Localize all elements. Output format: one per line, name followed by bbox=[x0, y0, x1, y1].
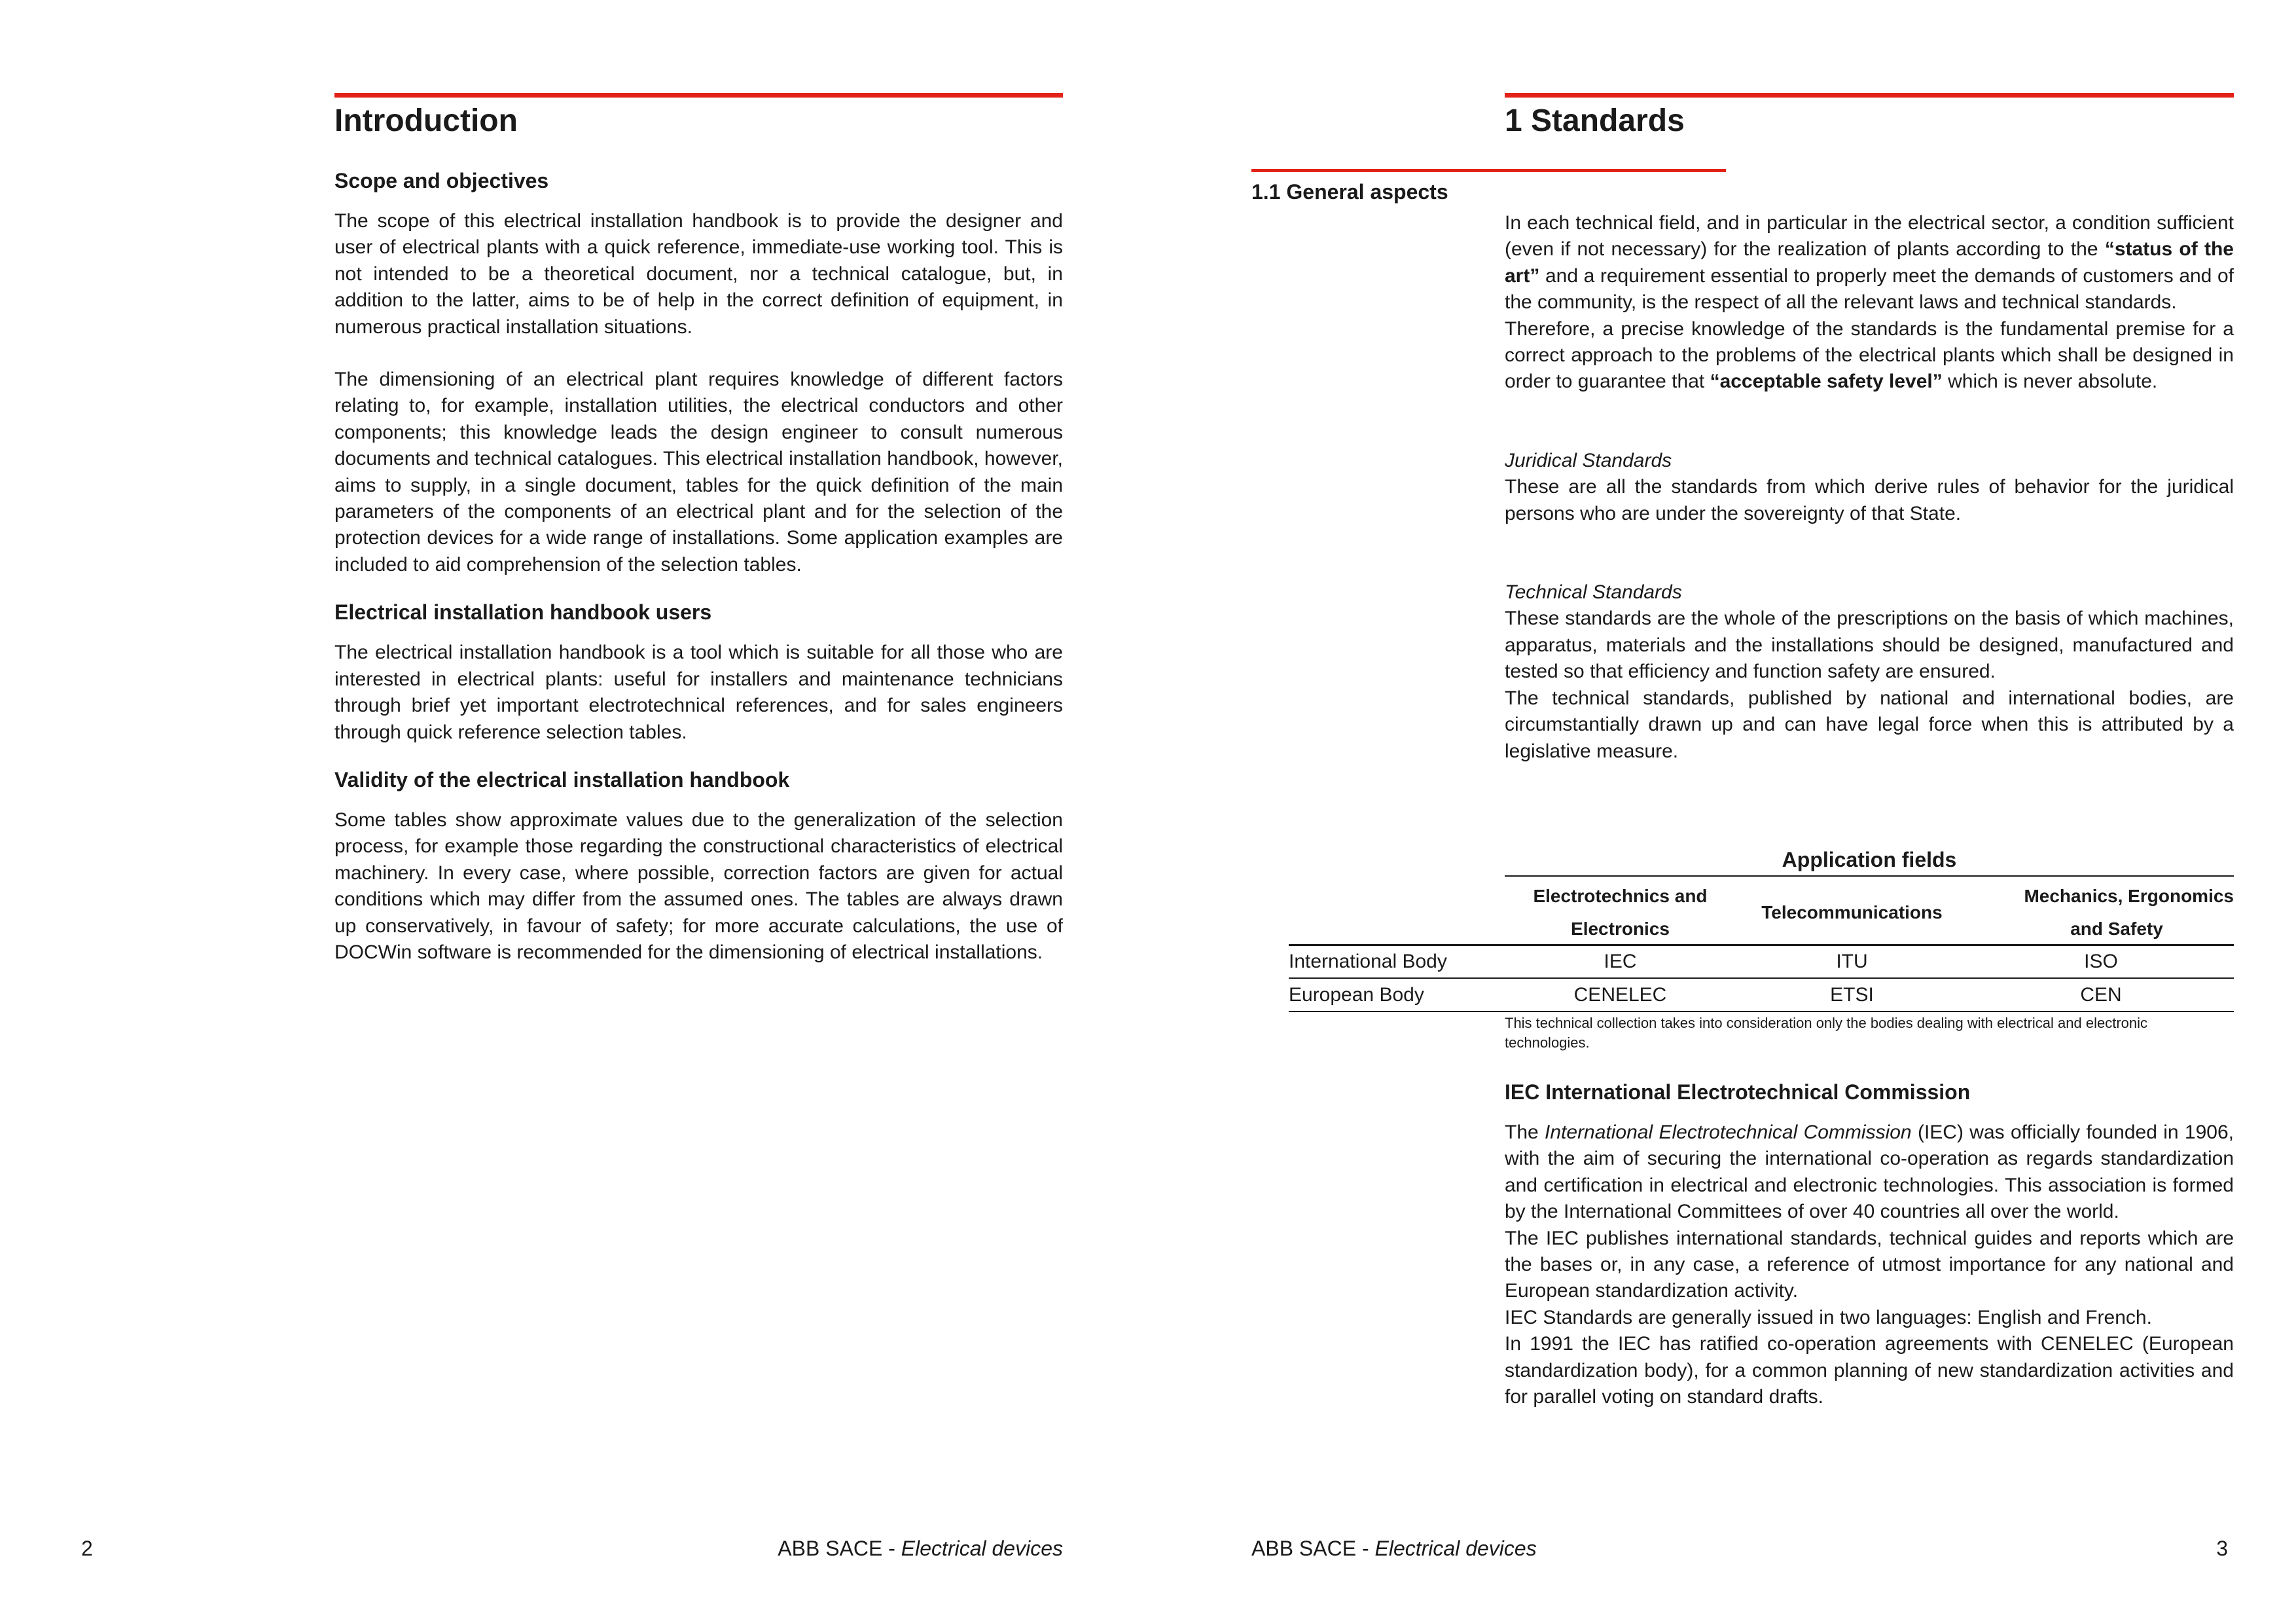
row-label: European Body bbox=[1289, 984, 1424, 1006]
iec-paragraph-4: In 1991 the IEC has ratified co-operation agreements with CENELEC (European standardization body), for a common planning of new standardization activities and for parallel voting on standard drafts. bbox=[1505, 1333, 2234, 1408]
left-footer-publication: Electrical devices bbox=[901, 1537, 1063, 1560]
right-title-rule bbox=[1505, 93, 2234, 98]
row-cell-etsi: ETSI bbox=[1830, 984, 1874, 1006]
right-page-body bbox=[1505, 210, 2234, 765]
iec-paragraph-1: The International Electrotechnical Commission (IEC) was officially founded in 1906, with the aim of securing the international co-operation as regards standardization and certification in electrical and electronic technologies. This association is formed by the International Committees of over 40 countries all over the world. bbox=[1505, 1122, 2234, 1223]
table-caption: This technical collection takes into consideration only the bodies dealing with electrical and electronic technologies. bbox=[1505, 1015, 2147, 1051]
validity-heading: Validity of the electrical installation handbook bbox=[334, 767, 790, 792]
technical-paragraph-2: The technical standards, published by national and international bodies, are circumstantially drawn up and can have legal force when this is attributed by a legislative measure. bbox=[1505, 687, 2234, 762]
technical-paragraph-1: These standards are the whole of the prescriptions on the basis of which machines, apparatus, materials and the installations should be designed, manufactured and tested so that efficiency and function safety are ensured. bbox=[1505, 608, 2234, 683]
status-of-art-emphasis: “status of the art” bbox=[1505, 238, 2234, 287]
row-cell-iec: IEC bbox=[1604, 951, 1637, 972]
table-row bbox=[1289, 945, 2234, 978]
juridical-title: Juridical Standards bbox=[1505, 449, 1672, 471]
right-page-number: 3 bbox=[2216, 1537, 2228, 1560]
iec-heading: IEC International Electrotechnical Commission bbox=[1505, 1080, 1971, 1104]
intro-paragraph-2: Therefore, a precise knowledge of the standards is the fundamental premise for a correct approach to the problems of the electrical plants which shall be designed in order to guarantee that “acceptable safety level” which is never absolute. bbox=[1505, 318, 2234, 393]
application-fields-title: Application fields bbox=[1782, 848, 1957, 871]
left-footer-publisher: ABB SACE - bbox=[778, 1537, 901, 1560]
left-page-body bbox=[334, 168, 1063, 966]
left-footer-title bbox=[778, 1535, 1063, 1561]
technical-title: Technical Standards bbox=[1505, 581, 1682, 604]
iec-paragraph-3: IEC Standards are generally issued in two languages: English and French. bbox=[1505, 1306, 2152, 1328]
juridical-text: These are all the standards from which derive rules of behavior for the juridical persons who are under the sovereignty of that State. bbox=[1505, 476, 2234, 524]
table-top-rule bbox=[1505, 875, 2234, 877]
scope-paragraph-2: The dimensioning of an electrical plant requires knowledge of different factors relating to, for example, installation utilities, the electrical conductors and other components; this knowledge leads the design engineer to consult numerous documents and technical catalogues. This electrical installation handbook, however, aims to supply, in a single document, tables for the quick definition of the main parameters of the components of an electrical plant and for the selection of the protection devices for a wide range of installations. Some application examples are included to aid comprehension of the selection tables. bbox=[334, 369, 1063, 575]
row-cell-iso: ISO bbox=[2084, 951, 2118, 972]
users-paragraph: The electrical installation handbook is a tool which is suitable for all those who are interested in electrical plants: useful for installers and maintenance technicians through brief yet important electrotechnical references, and for sales engineers through quick reference selection tables. bbox=[334, 642, 1063, 743]
validity-paragraph: Some tables show approximate values due to the generalization of the selection process, for example those regarding the constructional characteristics of electrical machinery. In every case, where possible, correction factors are given for actual conditions which may differ from the assumed ones. The tables are always drawn up conservatively, in favour of safety; for more accurate calculations, the use of DOCWin software is recommended for the dimensioning of electrical installations. bbox=[334, 809, 1063, 963]
row-cell-cenelec: CENELEC bbox=[1573, 984, 1667, 1006]
table-header-col2: Telecommunications bbox=[1761, 902, 1943, 922]
users-heading: Electrical installation handbook users bbox=[334, 600, 712, 625]
row-cell-itu: ITU bbox=[1836, 951, 1868, 972]
right-page-title: 1 Standards bbox=[1505, 103, 1685, 138]
table-bottom-rule bbox=[1289, 1011, 2234, 1012]
safety-level-emphasis: “acceptable safety level” bbox=[1710, 371, 1943, 393]
section-heading: 1.1 General aspects bbox=[1251, 180, 1448, 204]
iec-paragraph-2: The IEC publishes international standards, technical guides and reports which are the bases or, in any case, a reference of utmost importance for any national and European standardization activity. bbox=[1505, 1227, 2234, 1302]
right-footer-title bbox=[1251, 1535, 1537, 1561]
left-title-rule bbox=[334, 93, 1063, 98]
iec-section bbox=[1505, 1079, 2234, 1410]
table-row bbox=[1289, 979, 2234, 1012]
scope-heading: Scope and objectives bbox=[334, 169, 549, 192]
row-label: International Body bbox=[1289, 951, 1447, 972]
scope-paragraph-1: The scope of this electrical installation handbook is to provide the designer and user of electrical plants with a quick reference, immediate-use working tool. This is not intended to be a theoretical document, nor a technical catalogue, but, in addition to the latter, aims to be of help in the correct definition of equipment, in numerous practical installation situations. bbox=[334, 210, 1063, 338]
table-header-col3: Mechanics, Ergonomics and Safety bbox=[2024, 886, 2234, 939]
intro-paragraph-1: In each technical field, and in particular in the electrical sector, a condition sufficient (even if not necessary) for the realization of plants according to the “status of the art” and a requirement essential to properly meet the demands of customers and of the community, is the respect of all the relevant laws and technical standards. bbox=[1505, 212, 2234, 314]
table-header-col1: Electrotechnics and Electronics bbox=[1533, 886, 1708, 939]
right-footer-publication: Electrical devices bbox=[1374, 1537, 1537, 1560]
row-cell-cen: CEN bbox=[2080, 984, 2122, 1006]
left-page-title: Introduction bbox=[334, 103, 518, 138]
section-rule bbox=[1251, 169, 1726, 172]
left-page-number: 2 bbox=[81, 1537, 93, 1560]
right-footer-publisher: ABB SACE - bbox=[1251, 1537, 1375, 1560]
